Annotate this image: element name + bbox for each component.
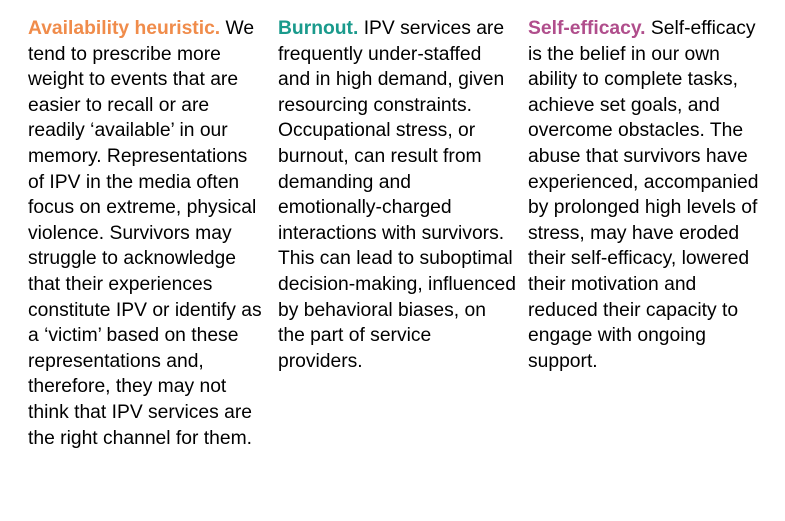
term-burnout: Burnout. [278,18,359,39]
body-availability-heuristic: We tend to prescribe more weight to events that are easier to recall or are readily ‘available’ in our memory. Representations of IPV in the media often focus on extreme, physical violence. Survivors may struggle to acknowledge that their experiences constitute IPV or identify as a ‘victim’ based on these representations and, therefore, they may not think that IPV services are the right channel for them. [28,18,262,449]
term-availability-heuristic: Availability heuristic. [28,18,221,39]
term-self-efficacy: Self-efficacy. [528,18,646,39]
column-self-efficacy [528,16,766,451]
paragraph-availability-heuristic [28,16,264,451]
three-column-text [28,16,775,451]
body-burnout: IPV services are frequently under-staffed and in high demand, given resourcing constraints. Occupational stress, or burnout, can result from demanding and emotionally-charged interactions with survivors. This can lead to suboptimal decision-making, influenced by behavioral biases, on the part of service providers. [278,18,516,372]
paragraph-burnout [278,16,516,374]
column-availability-heuristic [28,16,264,451]
body-self-efficacy: Self-efficacy is the belief in our own ability to complete tasks, achieve set goals, and overcome obstacles. The abuse that survivors have experienced, accompanied by prolonged high levels of stress, may have eroded their self-efficacy, lowered their motivation and reduced their capacity to engage with ongoing support. [528,18,759,372]
column-burnout [278,16,516,451]
paragraph-self-efficacy [528,16,766,374]
